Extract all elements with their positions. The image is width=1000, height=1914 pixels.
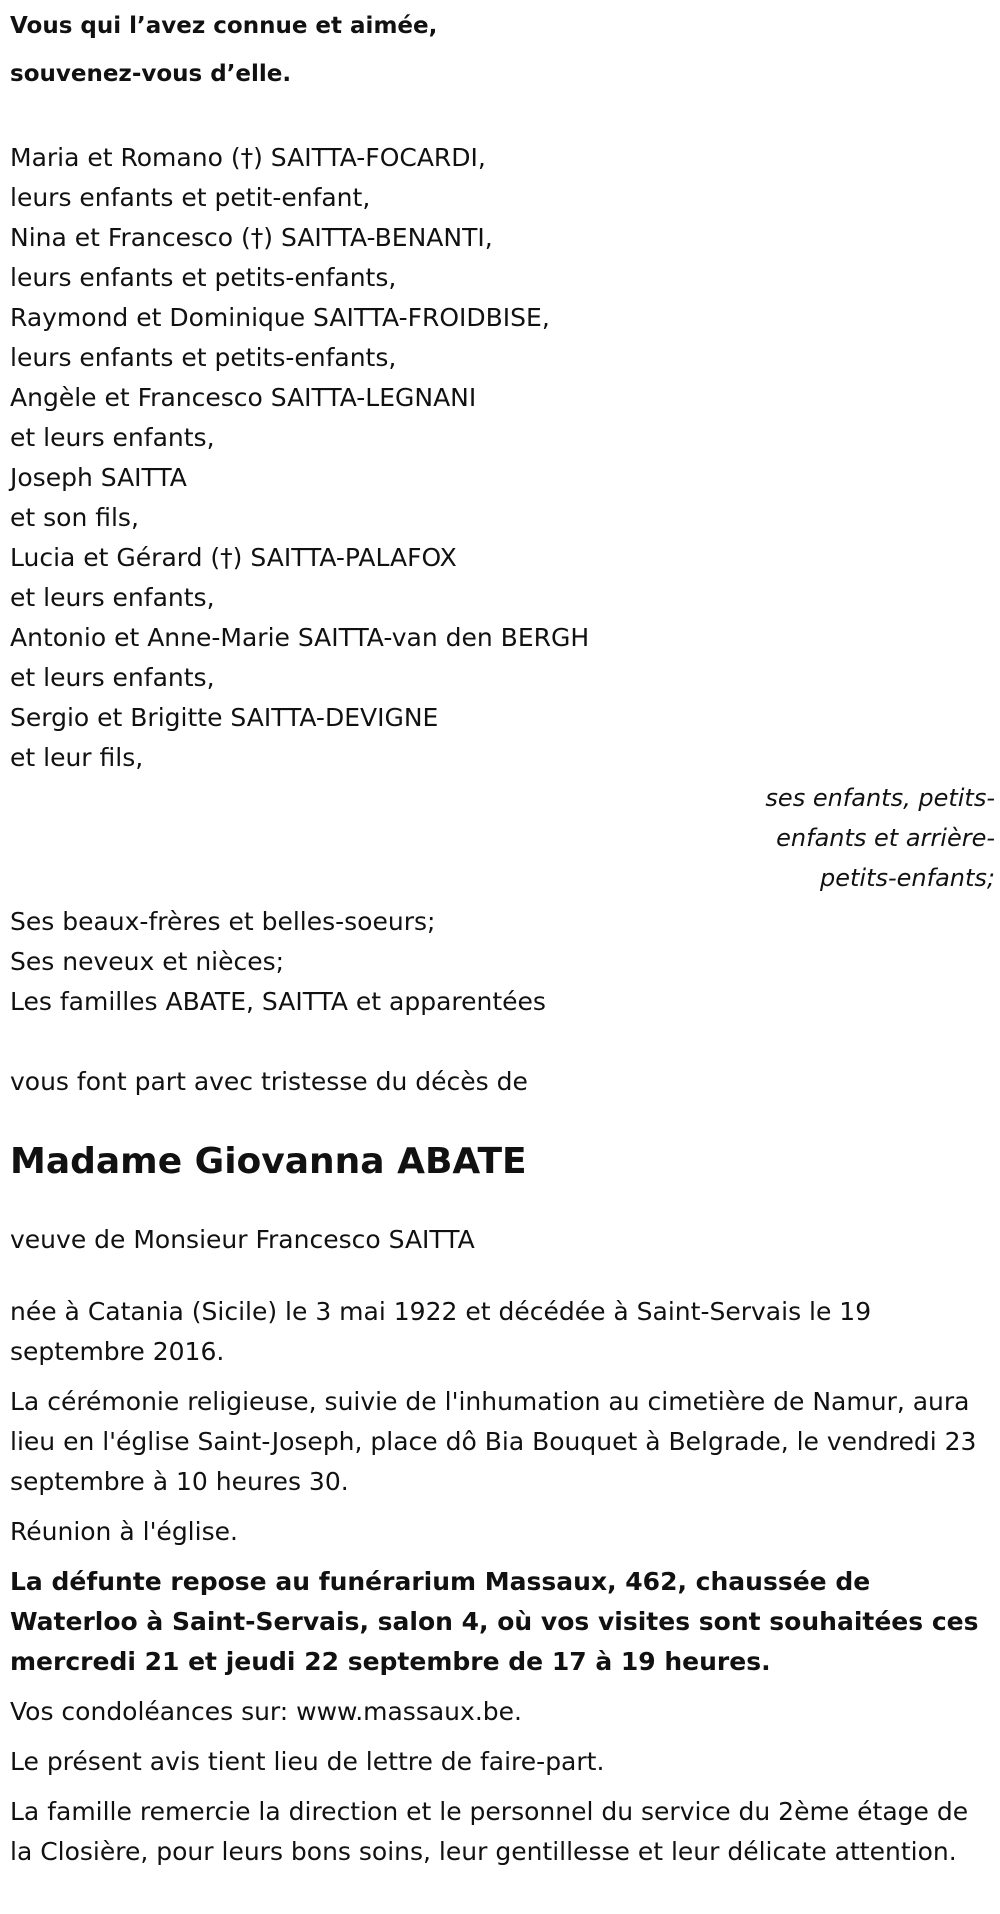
birth-death-paragraph: née à Catania (Sicile) le 3 mai 1922 et décédée à Saint-Servais le 19 septembre 2016. [10,1297,872,1366]
intro-line: Vous qui l’avez connue et aimée, [10,13,438,39]
family-line: leurs enfants et petits-enfants, [10,343,397,372]
thanks-paragraph: La famille remercie la direction et le personnel du service du 2ème étage de la Closière, pour leurs bons soins, leur gentillesse et leur délicate attention. [10,1797,969,1866]
ceremony-paragraph: La cérémonie religieuse, suivie de l'inhumation au cimetière de Namur, aura lieu en l'église Saint-Joseph, place dô Bia Bouquet à Belgrade, le vendredi 23 septembre à 10 heures 30. [10,1387,977,1496]
signature-line: enfants et arrière- [776,824,995,852]
other-family-line: Ses neveux et nièces; [10,947,285,976]
family-line: leurs enfants et petits-enfants, [10,263,397,292]
family-line: et leurs enfants, [10,583,215,612]
family-line: Lucia et Gérard (†) SAITTA-PALAFOX [10,543,457,572]
family-line: Raymond et Dominique SAITTA-FROIDBISE, [10,303,550,332]
widow-of-text: veuve de Monsieur Francesco SAITTA [10,1225,475,1254]
family-line: Joseph SAITTA [10,463,187,492]
family-line: Sergio et Brigitte SAITTA-DEVIGNE [10,703,439,732]
family-line: Maria et Romano (†) SAITTA-FOCARDI, [10,143,486,172]
meeting-paragraph: Réunion à l'église. [10,1517,238,1546]
notice-paragraph: Le présent avis tient lieu de lettre de faire-part. [10,1747,605,1776]
condolences-paragraph: Vos condoléances sur: www.massaux.be. [10,1697,522,1726]
family-line: et son fils, [10,503,139,532]
other-family-line: Ses beaux-frères et belles-soeurs; [10,907,436,936]
funeral-home-paragraph: La défunte repose au funérarium Massaux, 462, chaussée de Waterloo à Saint-Servais, salon 4, où vos visites sont souhaitées ces mercredi 21 et jeudi 22 septembre de 17 à 19 heures. [10,1567,979,1676]
family-line: et leurs enfants, [10,423,215,452]
other-family-list [10,902,990,1022]
intro-line: souvenez-vous d’elle. [10,61,292,87]
other-family-line: Les familles ABATE, SAITTA et apparentées [10,987,546,1016]
family-line: leurs enfants et petit-enfant, [10,183,371,212]
family-line: et leur fils, [10,743,144,772]
announcement-text: vous font part avec tristesse du décès de [10,1067,528,1096]
family-list [10,138,990,778]
intro-heading [10,0,990,98]
family-line: Nina et Francesco (†) SAITTA-BENANTI, [10,223,493,252]
signature-line: petits-enfants; [820,864,995,892]
family-signature [10,778,995,898]
deceased-name: Madame Giovanna ABATE [10,1141,527,1182]
family-line: et leurs enfants, [10,663,215,692]
family-line: Antonio et Anne-Marie SAITTA-van den BERGH [10,623,590,652]
signature-line: ses enfants, petits- [765,784,995,812]
family-line: Angèle et Francesco SAITTA-LEGNANI [10,383,477,412]
